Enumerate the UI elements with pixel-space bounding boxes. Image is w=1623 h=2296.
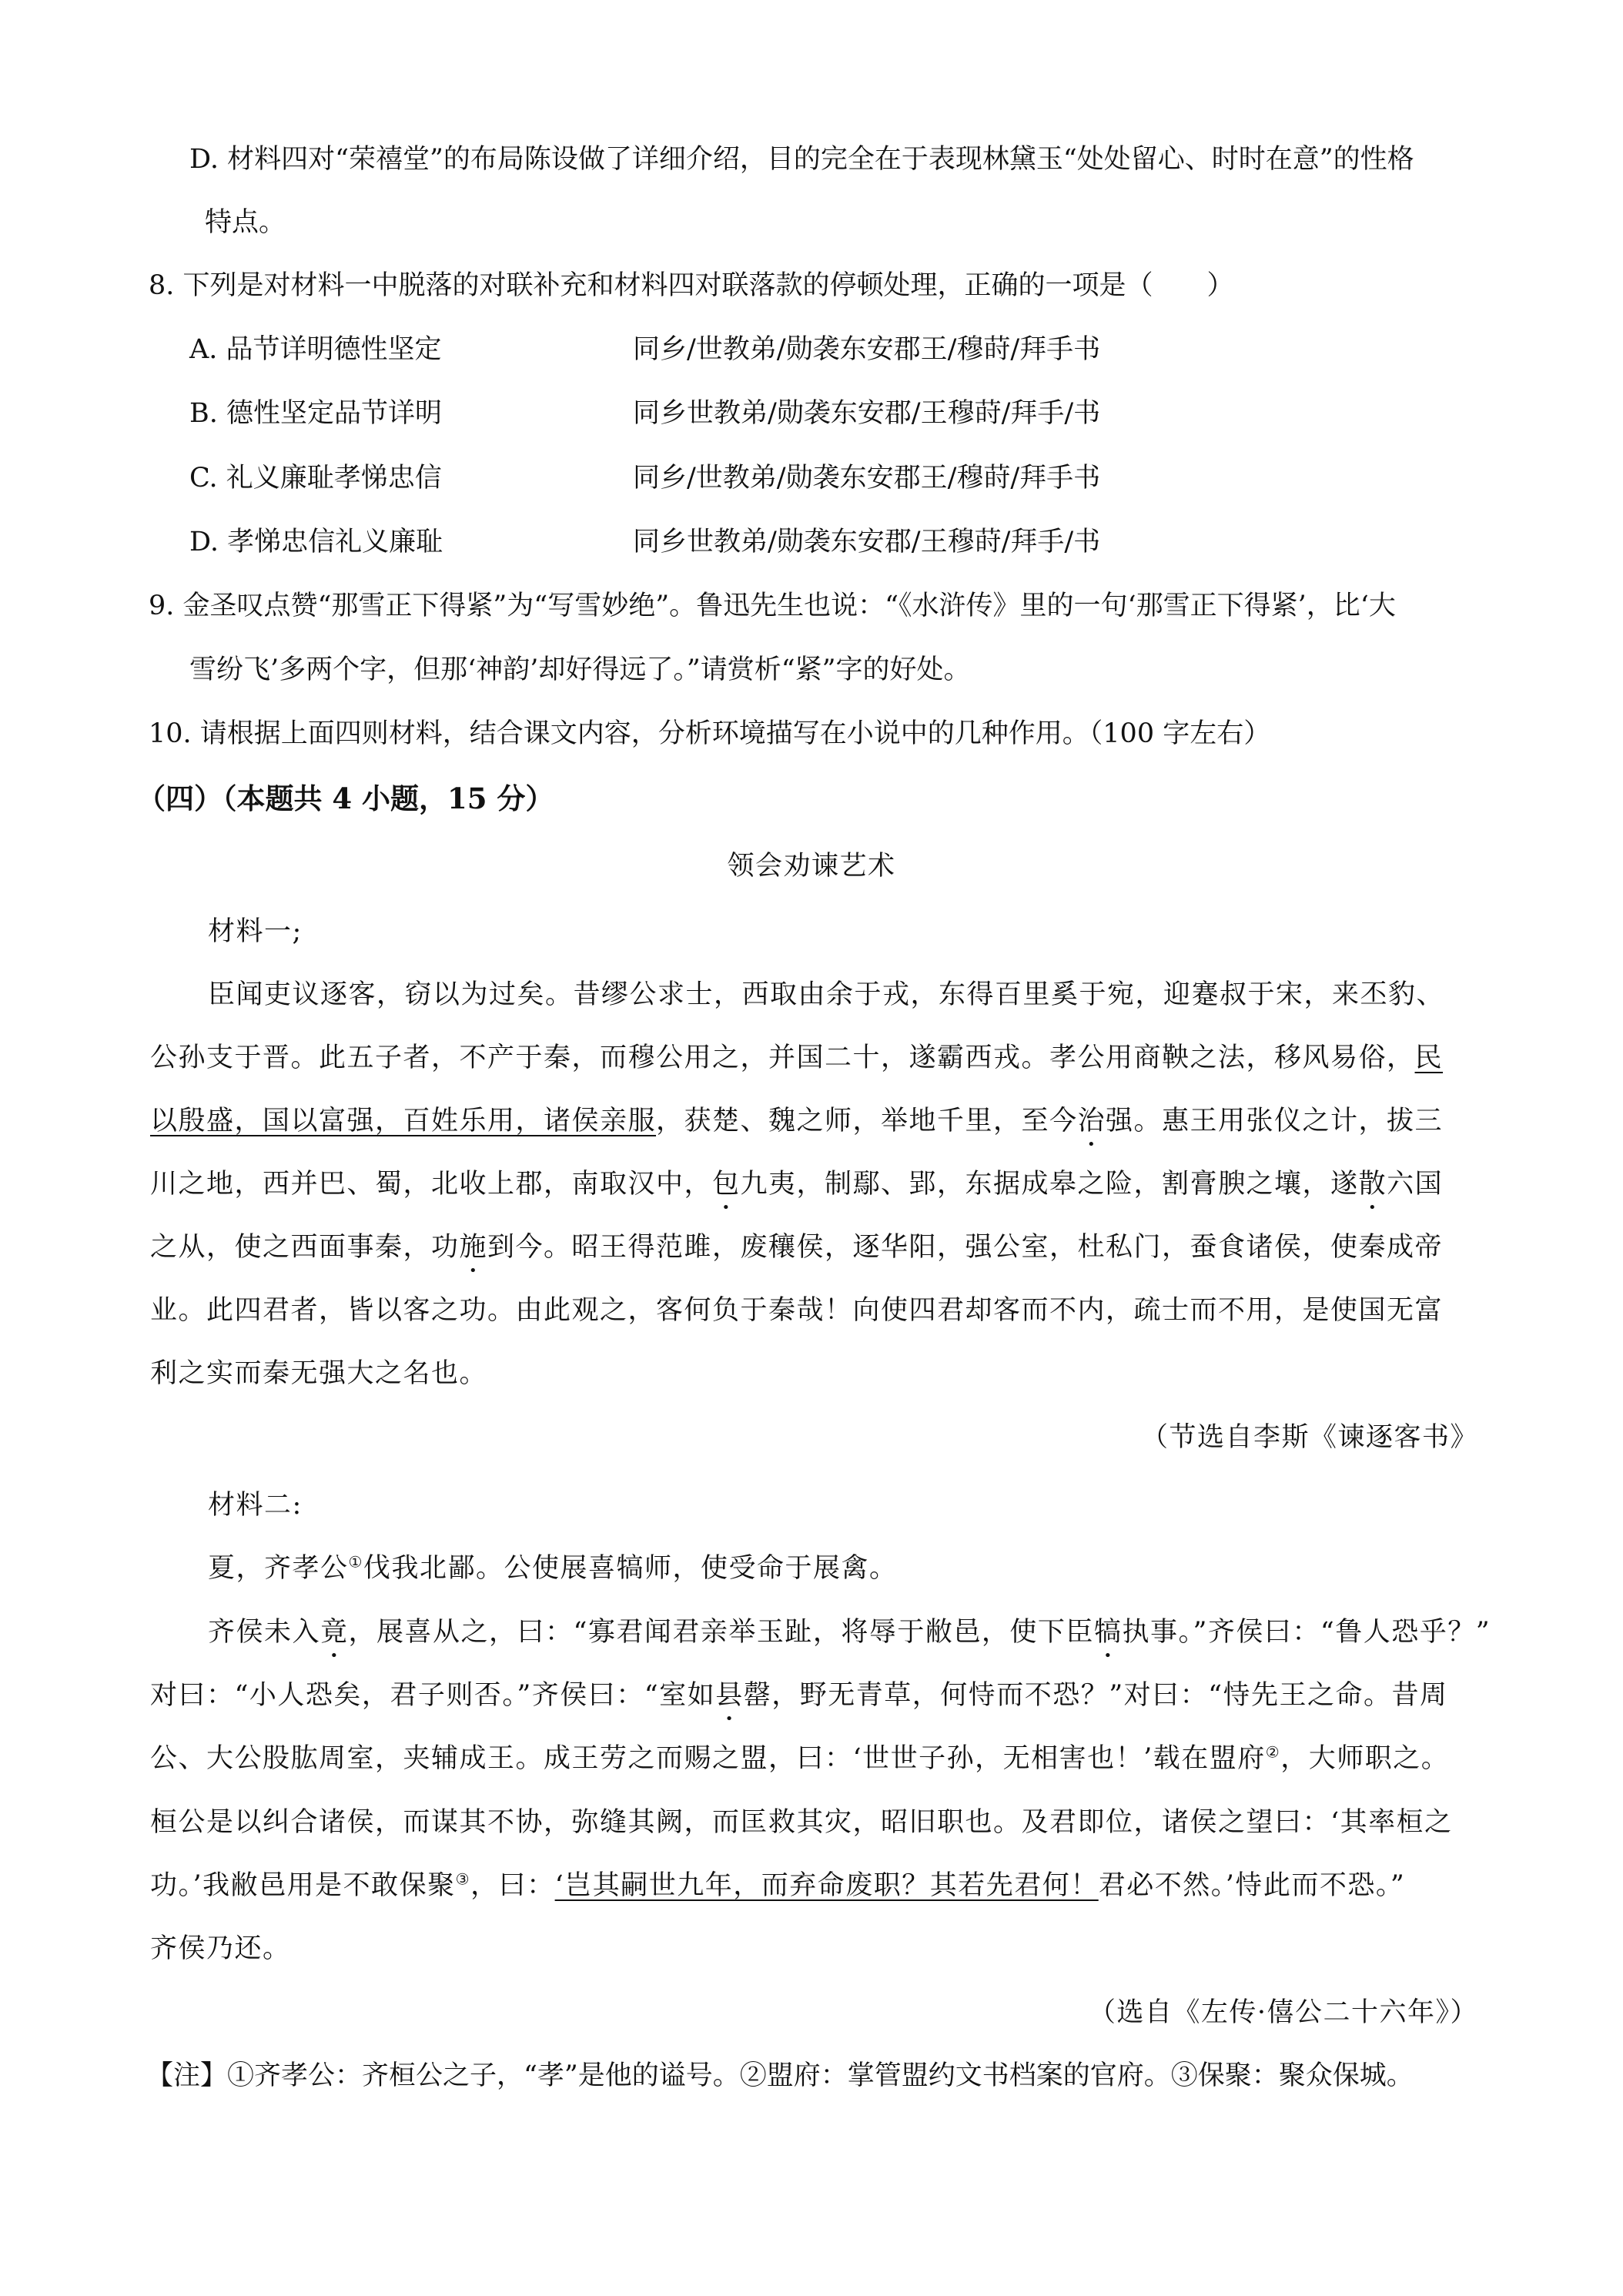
- emphasis-dot-char: 犒: [1093, 1617, 1123, 1648]
- q7-option-d-line1: D. 材料四对“荣禧堂”的布局陈设做了详细介绍，目的完全在于表现林黛玉“处处留心、时时在意”的性格: [189, 144, 1414, 175]
- material-1-line2: 公孙支于晋。此五子者，不产于秦，而穆公用之，并国二十，遂霸西戎。孝公用商鞅之法，移风易俗，民: [150, 1043, 1444, 1073]
- underlined-text: 民: [1414, 1043, 1444, 1073]
- section-4-heading: （四）（本题共 4 小题，15 分）: [137, 782, 554, 815]
- q8-option-c-right: 同乡/世教弟/勋袭东安郡王/穆莳/拜手书: [633, 463, 1101, 494]
- material-2-line2: 齐侯未入竟，展喜从之，曰：“寡君闻君亲举玉趾，将辱于敝邑，使下臣犒执事。”齐侯曰：“鲁人恐乎？”: [208, 1617, 1491, 1648]
- q10: 10. 请根据上面四则材料，结合课文内容，分析环境描写在小说中的几种作用。（100 字左右）: [149, 718, 1271, 749]
- q8-option-d-left: D. 孝悌忠信礼义廉耻: [189, 527, 443, 557]
- q7-option-d-line2: 特点。: [205, 207, 286, 238]
- footnote-marker: ③: [455, 1869, 471, 1889]
- q8-option-d-right: 同乡世教弟/勋袭东安郡/王穆莳/拜手/书: [633, 527, 1101, 557]
- q8-option-b-right: 同乡世教弟/勋袭东安郡/王穆莳/拜手/书: [633, 398, 1101, 429]
- emphasis-dot-char: 竟: [320, 1617, 349, 1648]
- emphasis-dot-char: 包: [712, 1169, 741, 1200]
- q9-line1: 9. 金圣叹点赞“那雪正下得紧”为“写雪妙绝”。鲁迅先生也说：“《水浒传》里的一句‘那雪正下得紧’，比‘大: [149, 591, 1396, 621]
- material-1-line6: 业。此四君者，皆以客之功。由此观之，客何负于秦哉！向使四君却客而不内，疏士而不用，是使国无富: [150, 1295, 1444, 1326]
- material-2-line6: 功。’我敝邑用是不敢保聚③，曰：‘岂其嗣世九年，而弃命废职？其若先君何！君必不然。’恃此而不恐。”: [150, 1869, 1406, 1901]
- material-2-line5: 桓公是以纠合诸侯，而谋其不协，弥缝其阙，而匡救其灾，昭旧职也。及君即位，诸侯之望曰：‘其率桓之: [150, 1807, 1453, 1838]
- material-2-line3: 对曰：“小人恐矣，君子则否。”齐侯曰：“室如县罄，野无青草，何恃而不恐？”对曰：“恃先王之命。昔周: [150, 1680, 1448, 1711]
- footnote-marker: ①: [348, 1552, 363, 1571]
- underlined-text: 以殷盛，国以富强，百姓乐用，诸侯亲服: [150, 1106, 657, 1136]
- material-1-line4: 川之地，西并巴、蜀，北收上郡，南取汉中，包九夷，制鄢、郢，东据成皋之险，割膏腴之壤，遂散六国: [150, 1169, 1444, 1200]
- q8-option-a-left: A. 品节详明德性坚定: [189, 334, 442, 365]
- material-1-line3: 以殷盛，国以富强，百姓乐用，诸侯亲服，获楚、魏之师，举地千里，至今治强。惠王用张仪之计，拔三: [150, 1106, 1444, 1136]
- material-2-label: 材料二:: [208, 1490, 303, 1521]
- material-1-line5: 之从，使之西面事秦，功施到今。昭王得范雎，废穰侯，逐华阳，强公室，杜私门，蚕食诸侯，使秦成帝: [150, 1232, 1444, 1263]
- emphasis-dot-char: 散: [1358, 1169, 1387, 1200]
- material-2-line7: 齐侯乃还。: [150, 1933, 291, 1964]
- emphasis-dot-char: 施: [459, 1232, 488, 1263]
- material-1-line1: 臣闻吏议逐客，窃以为过矣。昔缪公求士，西取由余于戎，东得百里奚于宛，迎蹇叔于宋，来丕豹、: [208, 979, 1445, 1010]
- q8-option-c-left: C. 礼义廉耻孝悌忠信: [189, 463, 442, 494]
- footnote-marker: ②: [1265, 1742, 1281, 1762]
- material-2-line4: 公、大公股肱周室，夹辅成王。成王劳之而赐之盟，曰：‘世世子孙，无相害也！’载在盟府②，大师职之。: [150, 1742, 1450, 1774]
- material-1-line7: 利之实而秦无强大之名也。: [150, 1358, 488, 1389]
- material-2-para1: 夏，齐孝公①伐我北鄙。公使展喜犒师，使受命于展禽。: [208, 1552, 898, 1584]
- emphasis-dot-char: 县: [715, 1680, 744, 1711]
- q8-stem: 8. 下列是对材料一中脱落的对联补充和材料四对联落款的停顿处理，正确的一项是（ ）: [149, 270, 1234, 301]
- material-1-label: 材料一;: [208, 916, 303, 947]
- material-1-source: （节选自李斯《谏逐客书》: [1140, 1422, 1478, 1453]
- emphasis-dot-char: 治: [1077, 1106, 1106, 1136]
- annotation-note: 【注】①齐孝公：齐桓公之子，“孝”是他的谥号。②盟府：掌管盟约文书档案的官府。③保聚：聚众保城。: [146, 2060, 1414, 2091]
- underlined-text: ‘岂其嗣世九年，而弃命废职？其若先君何！: [554, 1870, 1099, 1901]
- material-2-source: （选自《左传·僖公二十六年》）: [1088, 1997, 1478, 2028]
- passage-title: 领会劝谏艺术: [727, 851, 896, 882]
- q8-option-b-left: B. 德性坚定品节详明: [189, 398, 442, 429]
- q8-option-a-right: 同乡/世教弟/勋袭东安郡王/穆莳/拜手书: [633, 334, 1101, 365]
- q9-line2: 雪纷飞’多两个字，但那‘神韵’却好得远了。”请赏析“紧”字的好处。: [189, 654, 971, 685]
